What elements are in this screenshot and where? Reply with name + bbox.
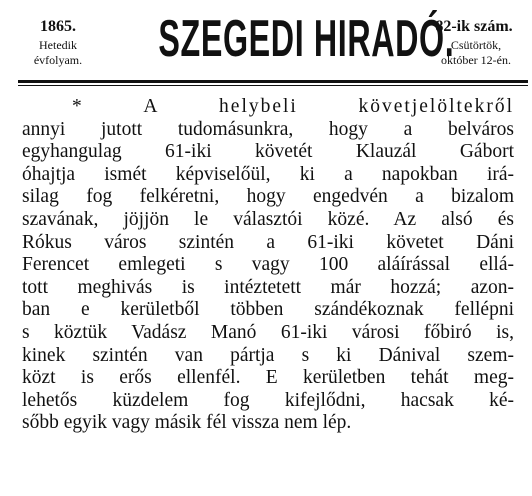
issue-date-text: október 12-én. (441, 53, 511, 67)
issue-date (426, 38, 526, 68)
article-line: közt is erős ellenfél. E kerületben tehát meg- (22, 367, 514, 389)
article-line: * A helybeli követjelöltekről (72, 96, 514, 117)
volume-info (26, 38, 90, 68)
volume-line-1: Hetedik (39, 38, 77, 52)
article-line: óhajtja ismét képviselőül, ki a napokban irá- (22, 163, 514, 185)
issue-day: Csütörtök, (450, 38, 502, 52)
masthead (0, 0, 532, 88)
article-line: silag fog felkéretni, hogy engedvén a bizalom (22, 186, 514, 208)
article-body (22, 96, 514, 435)
article-line: annyi jutott tudomásunkra, hogy a belváros (22, 118, 514, 140)
article-line: s köztük Vadász Manó 61-iki városi főbiró is, (22, 321, 514, 343)
masthead-rule-thin (18, 85, 528, 86)
article-line: egyhangulag 61-iki követét Klauzál Gábort (22, 141, 514, 163)
article-line: szavának, jöjjön le választói közé. Az alsó és (22, 208, 514, 230)
article-line: Ferencet emlegeti s vagy 100 aláírással ellá- (22, 254, 514, 276)
article-line: sőbb egyik vagy másik fél vissza nem lép. (22, 412, 352, 434)
issue-number: 82-ik szám. (435, 18, 513, 35)
year: 1865. (40, 18, 76, 35)
article-line: lehetős küzdelem fog kifejlődni, hacsak ké- (22, 389, 514, 411)
volume-line-2: évfolyam. (33, 53, 83, 67)
article-line: ban e kerületből többen szándékoznak fellépni (22, 299, 514, 321)
masthead-rule-thick (18, 80, 528, 83)
article-line: Rókus város szintén a 61-iki követet Dáni (22, 231, 514, 253)
newspaper-title: SZEGEDI HIRADÓ. (158, 10, 455, 68)
article-line: kinek szintén van pártja s ki Dánival szem- (22, 344, 514, 366)
article-line: tott meghivás is intéztetett már hozzá; azon- (22, 276, 514, 298)
